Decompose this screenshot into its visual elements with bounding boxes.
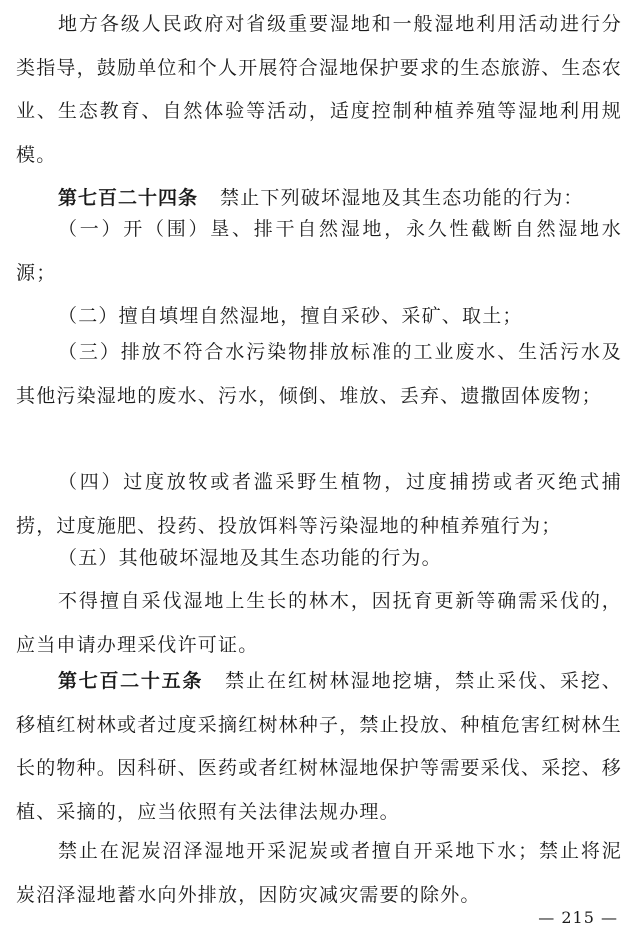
paragraph-wetland-utilization	[16, 3, 622, 177]
paragraph-text: 禁止下列破坏湿地及其生态功能的行为：	[220, 187, 584, 209]
paragraph-text: （二）擅自填埋自然湿地，擅自采砂、采矿、取土；	[58, 305, 523, 327]
list-item-4	[16, 461, 622, 548]
article-number: 第七百二十五条	[58, 670, 204, 692]
paragraph-text: （三）排放不符合水污染物排放标准的工业废水、生活污水及其他污染湿地的废水、污水，倾倒、堆放、丢弃、遗撒固体废物；	[16, 341, 622, 407]
article-number: 第七百二十四条	[58, 187, 199, 209]
paragraph-text: 禁止在红树林湿地挖塘，禁止采伐、采挖、移植红树林或者过度采摘红树林种子，禁止投放、种植危害红树林生长的物种。因科研、医药或者红树林湿地保护等需要采伐、采挖、移植、采摘的，应当依照有关法律法规办理。	[16, 670, 623, 823]
paragraph-text: 地方各级人民政府对省级重要湿地和一般湿地利用活动进行分类指导，鼓励单位和个人开展符合湿地保护要求的生态旅游、生态农业、生态教育、自然体验等活动，适度控制种植养殖等湿地利用规模。	[16, 13, 623, 166]
paragraph-peat-swamp	[16, 830, 622, 917]
paragraph-text: 不得擅自采伐湿地上生长的林木，因抚育更新等确需采伐的，应当申请办理采伐许可证。	[16, 590, 622, 656]
paragraph-text: （四）过度放牧或者滥采野生植物，过度捕捞或者灭绝式捕捞，过度施肥、投药、投放饵料等污染湿地的种植养殖行为；	[16, 471, 622, 537]
paragraph-text: 禁止在泥炭沼泽湿地开采泥炭或者擅自开采地下水；禁止将泥炭沼泽湿地蓄水向外排放，因防灾减灾需要的除外。	[16, 840, 622, 906]
paragraph-text: （一）开（围）垦、排干自然湿地，永久性截断自然湿地水源；	[16, 218, 622, 284]
paragraph-logging-permit	[16, 580, 622, 667]
list-item-3	[16, 331, 622, 418]
paragraph-text: （五）其他破坏湿地及其生态功能的行为。	[58, 547, 442, 569]
article-725	[16, 660, 622, 834]
list-item-1	[16, 208, 622, 295]
list-item-5	[16, 537, 622, 581]
page-number: — 215 —	[538, 908, 618, 927]
